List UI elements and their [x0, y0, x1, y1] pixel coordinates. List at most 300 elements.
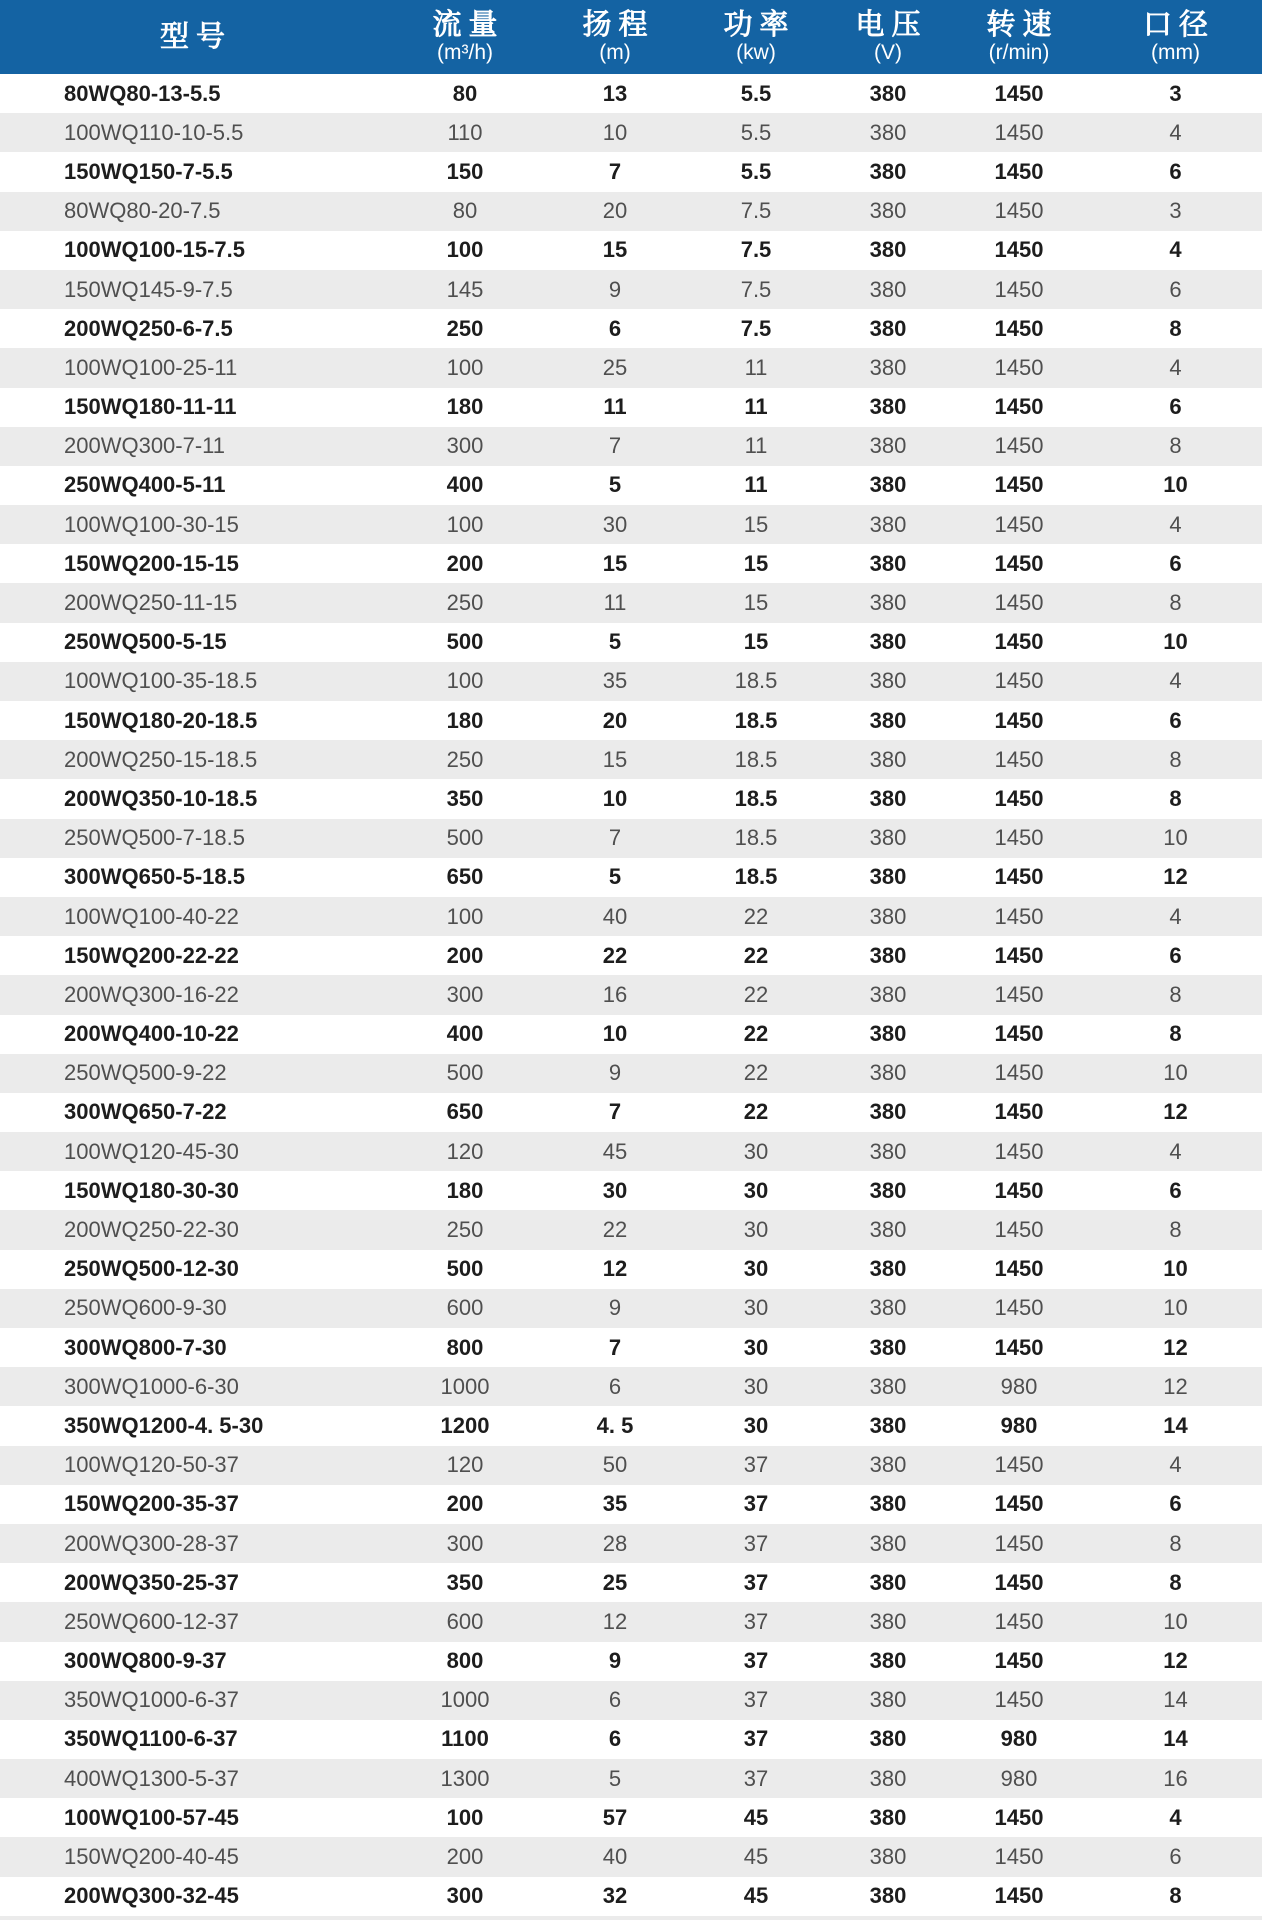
table-row [0, 858, 1262, 897]
flow-cell: 80 [452, 198, 478, 224]
column-header-voltage-label: 电压 [855, 8, 928, 41]
speed-cell: 1450 [994, 1099, 1044, 1125]
table-row [0, 466, 1262, 505]
power-cell: 22 [743, 1099, 769, 1125]
speed-cell: 1450 [994, 590, 1044, 616]
power-cell: 7.5 [740, 237, 772, 263]
model-cell: 100WQ100-30-15 [64, 511, 239, 537]
model-cell: 200WQ250-6-7.5 [64, 315, 233, 341]
bore-cell: 3 [1169, 198, 1182, 224]
power-cell: 30 [743, 1177, 769, 1203]
flow-cell: 200 [446, 942, 484, 968]
flow-cell: 200 [446, 1844, 484, 1870]
table-row [0, 1171, 1262, 1210]
flow-cell: 145 [446, 276, 484, 302]
power-cell: 18.5 [734, 707, 778, 733]
power-cell: 45 [743, 1804, 769, 1830]
flow-cell: 250 [446, 315, 484, 341]
power-cell: 11 [744, 472, 768, 498]
head-cell: 7 [608, 1099, 622, 1125]
bore-cell: 6 [1169, 550, 1182, 576]
column-header-voltage-unit: (V) [874, 41, 902, 65]
model-cell: 100WQ110-10-5.5 [64, 119, 244, 145]
table-row [0, 74, 1262, 113]
head-cell: 22 [602, 1217, 628, 1243]
column-header-bore-label: 口径 [1142, 8, 1215, 41]
flow-cell: 300 [446, 1530, 484, 1556]
voltage-cell: 380 [869, 394, 907, 420]
bore-cell: 6 [1169, 1177, 1182, 1203]
voltage-cell: 380 [869, 80, 907, 106]
power-cell: 45 [743, 1844, 769, 1870]
head-cell: 6 [608, 1373, 622, 1399]
table-row [0, 583, 1262, 622]
bore-cell: 10 [1163, 1608, 1188, 1634]
flow-cell: 200 [446, 550, 484, 576]
head-cell: 30 [602, 511, 628, 537]
voltage-cell: 380 [869, 1726, 907, 1752]
speed-cell: 1450 [994, 1687, 1044, 1713]
power-cell: 37 [743, 1608, 769, 1634]
table-row [0, 1015, 1262, 1054]
power-cell: 7.5 [740, 315, 772, 341]
voltage-cell: 380 [869, 276, 907, 302]
voltage-cell: 380 [869, 354, 907, 380]
model-cell: 250WQ500-12-30 [64, 1256, 239, 1282]
bore-cell: 4 [1169, 354, 1182, 380]
column-header-head-unit: (m) [599, 41, 631, 65]
table-row [0, 936, 1262, 975]
speed-cell: 1450 [994, 707, 1044, 733]
speed-cell: 1450 [994, 1491, 1044, 1517]
power-cell: 15 [743, 550, 769, 576]
head-cell: 20 [602, 707, 628, 733]
power-cell: 18.5 [734, 746, 778, 772]
model-cell: 250WQ600-12-37 [64, 1608, 239, 1634]
column-header-head [545, 10, 685, 64]
head-cell: 32 [602, 1883, 628, 1909]
flow-cell: 300 [446, 981, 484, 1007]
speed-cell: 1450 [994, 119, 1044, 145]
table-row [0, 1289, 1262, 1328]
model-cell: 100WQ100-57-45 [64, 1804, 239, 1830]
head-cell: 7 [608, 433, 622, 459]
head-cell: 6 [608, 315, 622, 341]
voltage-cell: 380 [869, 1804, 907, 1830]
column-header-model-label: 型号 [159, 20, 232, 53]
head-cell: 16 [602, 981, 628, 1007]
table-row [0, 427, 1262, 466]
table-row [0, 1720, 1262, 1759]
table-row [0, 1093, 1262, 1132]
voltage-cell: 380 [869, 903, 907, 929]
column-header-voltage [827, 10, 949, 64]
model-cell: 150WQ180-30-30 [64, 1177, 239, 1203]
power-cell: 22 [743, 903, 769, 929]
head-cell: 57 [602, 1804, 628, 1830]
power-cell: 11 [744, 394, 768, 420]
table-row [0, 1837, 1262, 1876]
voltage-cell: 380 [869, 1021, 907, 1047]
head-cell: 5 [608, 1765, 622, 1791]
table-row [0, 270, 1262, 309]
column-header-model [0, 22, 385, 52]
table-row [0, 1759, 1262, 1798]
bore-cell: 8 [1169, 1217, 1182, 1243]
model-cell: 200WQ350-25-37 [64, 1569, 239, 1595]
bore-cell: 6 [1169, 707, 1182, 733]
table-row [0, 1642, 1262, 1681]
model-cell: 250WQ600-9-30 [64, 1295, 227, 1321]
speed-cell: 1450 [994, 315, 1044, 341]
speed-cell: 1450 [994, 629, 1044, 655]
flow-cell: 500 [446, 629, 484, 655]
flow-cell: 800 [446, 1648, 484, 1674]
model-cell: 200WQ250-22-30 [64, 1217, 239, 1243]
speed-cell: 1450 [994, 1217, 1044, 1243]
head-cell: 5 [608, 864, 622, 890]
power-cell: 30 [743, 1217, 769, 1243]
speed-cell: 1450 [994, 1256, 1044, 1282]
bore-cell: 8 [1169, 785, 1182, 811]
table-row [0, 975, 1262, 1014]
model-cell: 300WQ650-7-22 [64, 1099, 227, 1125]
head-cell: 11 [603, 590, 627, 616]
power-cell: 30 [743, 1138, 769, 1164]
column-header-speed-unit: (r/min) [988, 41, 1050, 65]
speed-cell: 1450 [994, 981, 1044, 1007]
table-row [0, 309, 1262, 348]
flow-cell: 250 [446, 1217, 484, 1243]
speed-cell: 1450 [994, 237, 1044, 263]
power-cell: 45 [743, 1883, 769, 1909]
speed-cell: 1450 [994, 394, 1044, 420]
voltage-cell: 380 [869, 707, 907, 733]
model-cell: 100WQ100-35-18.5 [64, 668, 258, 694]
power-cell: 15 [743, 511, 769, 537]
flow-cell: 650 [446, 864, 484, 890]
table-row [0, 1485, 1262, 1524]
model-cell: 150WQ145-9-7.5 [64, 276, 233, 302]
table-row [0, 1132, 1262, 1171]
voltage-cell: 380 [869, 1765, 907, 1791]
table-row [0, 544, 1262, 583]
power-cell: 37 [743, 1648, 769, 1674]
column-header-bore [1089, 10, 1262, 64]
voltage-cell: 380 [869, 746, 907, 772]
flow-cell: 1200 [440, 1412, 490, 1438]
speed-cell: 1450 [994, 1844, 1044, 1870]
bore-cell: 8 [1169, 315, 1182, 341]
speed-cell: 1450 [994, 1295, 1044, 1321]
bore-cell: 16 [1163, 1765, 1188, 1791]
model-cell: 150WQ200-22-22 [64, 942, 239, 968]
power-cell: 18.5 [734, 864, 778, 890]
head-cell: 15 [602, 746, 628, 772]
voltage-cell: 380 [869, 785, 907, 811]
model-cell: 150WQ200-15-15 [64, 550, 239, 576]
voltage-cell: 380 [869, 1099, 907, 1125]
model-cell: 150WQ180-11-11 [64, 394, 237, 420]
power-cell: 37 [743, 1765, 769, 1791]
voltage-cell: 380 [869, 237, 907, 263]
flow-cell: 1100 [441, 1726, 489, 1752]
voltage-cell: 380 [869, 864, 907, 890]
flow-cell: 600 [446, 1608, 484, 1634]
power-cell: 5.5 [740, 119, 772, 145]
power-cell: 22 [743, 942, 769, 968]
speed-cell: 1450 [994, 668, 1044, 694]
bore-cell: 4 [1169, 903, 1182, 929]
power-cell: 7.5 [740, 276, 772, 302]
flow-cell: 120 [446, 1452, 484, 1478]
voltage-cell: 380 [869, 942, 907, 968]
column-header-speed [949, 10, 1089, 64]
head-cell: 50 [602, 1452, 628, 1478]
head-cell: 6 [608, 1687, 622, 1713]
voltage-cell: 380 [869, 668, 907, 694]
power-cell: 22 [743, 1021, 769, 1047]
column-header-power-label: 功率 [723, 8, 796, 41]
power-cell: 5.5 [740, 80, 772, 106]
model-cell: 150WQ180-20-18.5 [64, 707, 258, 733]
flow-cell: 300 [446, 433, 484, 459]
model-cell: 200WQ400-10-22 [64, 1021, 239, 1047]
flow-cell: 100 [446, 354, 484, 380]
table-header-row [0, 0, 1262, 74]
power-cell: 15 [743, 590, 769, 616]
voltage-cell: 380 [869, 1412, 907, 1438]
table-row [0, 623, 1262, 662]
table-row [0, 1681, 1262, 1720]
head-cell: 40 [602, 903, 628, 929]
model-cell: 250WQ500-9-22 [64, 1060, 227, 1086]
model-cell: 300WQ650-5-18.5 [64, 864, 245, 890]
speed-cell: 1450 [994, 1138, 1044, 1164]
model-cell: 350WQ1000-6-37 [64, 1687, 239, 1713]
voltage-cell: 380 [869, 119, 907, 145]
voltage-cell: 380 [869, 1177, 907, 1203]
flow-cell: 500 [446, 1060, 484, 1086]
flow-cell: 250 [446, 746, 484, 772]
speed-cell: 1450 [994, 1177, 1044, 1203]
bore-cell: 3 [1169, 80, 1182, 106]
voltage-cell: 380 [869, 590, 907, 616]
speed-cell: 1450 [994, 903, 1044, 929]
column-header-flow [385, 10, 545, 64]
table-row [0, 152, 1262, 191]
bore-cell: 4 [1169, 511, 1182, 537]
power-cell: 30 [743, 1373, 769, 1399]
power-cell: 7.5 [740, 198, 772, 224]
voltage-cell: 380 [869, 1844, 907, 1870]
column-header-power-unit: (kw) [736, 41, 776, 65]
table-row [0, 819, 1262, 858]
flow-cell: 100 [446, 237, 484, 263]
flow-cell: 400 [446, 472, 484, 498]
table-row [0, 113, 1262, 152]
bore-cell: 8 [1169, 1530, 1182, 1556]
power-cell: 15 [743, 629, 769, 655]
model-cell: 250WQ400-5-11 [64, 472, 226, 498]
bore-cell: 6 [1169, 942, 1182, 968]
power-cell: 37 [743, 1687, 769, 1713]
bore-cell: 4 [1169, 237, 1182, 263]
column-header-power [685, 10, 827, 64]
flow-cell: 110 [447, 119, 483, 145]
voltage-cell: 380 [869, 1648, 907, 1674]
flow-cell: 250 [446, 590, 484, 616]
table-row [0, 1877, 1262, 1916]
head-cell: 10 [602, 1021, 628, 1047]
bore-cell: 8 [1169, 1883, 1182, 1909]
head-cell: 10 [602, 785, 628, 811]
table-row [0, 231, 1262, 270]
flow-cell: 350 [446, 785, 484, 811]
model-cell: 100WQ100-40-22 [64, 903, 239, 929]
head-cell: 10 [602, 119, 628, 145]
bore-cell: 6 [1169, 1844, 1182, 1870]
power-cell: 37 [743, 1491, 769, 1517]
table-row [0, 192, 1262, 231]
head-cell: 9 [608, 1648, 622, 1674]
flow-cell: 1300 [440, 1765, 490, 1791]
bore-cell: 10 [1163, 825, 1188, 851]
column-header-flow-label: 流量 [432, 8, 505, 41]
speed-cell: 1450 [994, 1883, 1044, 1909]
column-header-head-label: 扬程 [582, 8, 655, 41]
bore-cell: 12 [1163, 864, 1188, 890]
voltage-cell: 380 [869, 825, 907, 851]
table-row [0, 1367, 1262, 1406]
table-row [0, 1602, 1262, 1641]
model-cell: 200WQ250-11-15 [64, 590, 238, 616]
flow-cell: 180 [446, 394, 484, 420]
model-cell: 350WQ1200-4. 5-30 [64, 1412, 264, 1438]
table-row [0, 1328, 1262, 1367]
column-header-flow-unit: (m³/h) [437, 41, 493, 65]
model-cell: 400WQ1300-5-37 [64, 1765, 239, 1791]
flow-cell: 80 [452, 80, 478, 106]
speed-cell: 1450 [994, 746, 1044, 772]
model-cell: 200WQ300-7-11 [64, 433, 226, 459]
speed-cell: 1450 [994, 1569, 1044, 1595]
bore-cell: 8 [1169, 746, 1182, 772]
model-cell: 150WQ150-7-5.5 [64, 158, 233, 184]
power-cell: 22 [743, 1060, 769, 1086]
flow-cell: 500 [446, 825, 484, 851]
head-cell: 28 [602, 1530, 628, 1556]
flow-cell: 1000 [440, 1687, 490, 1713]
table-row [0, 779, 1262, 818]
bore-cell: 12 [1163, 1099, 1188, 1125]
table-row [0, 505, 1262, 544]
speed-cell: 1450 [994, 825, 1044, 851]
flow-cell: 650 [446, 1099, 484, 1125]
bore-cell: 4 [1169, 119, 1182, 145]
power-cell: 37 [743, 1726, 769, 1752]
head-cell: 40 [602, 1844, 628, 1870]
table-row [0, 1446, 1262, 1485]
model-cell: 100WQ100-25-11 [64, 354, 238, 380]
bore-cell: 4 [1169, 1804, 1182, 1830]
model-cell: 150WQ200-40-45 [64, 1844, 239, 1870]
bore-cell: 12 [1163, 1648, 1188, 1674]
bore-cell: 6 [1169, 276, 1182, 302]
head-cell: 9 [608, 1060, 622, 1086]
flow-cell: 600 [446, 1295, 484, 1321]
model-cell: 100WQ120-45-30 [64, 1138, 239, 1164]
head-cell: 45 [602, 1138, 628, 1164]
voltage-cell: 380 [869, 472, 907, 498]
flow-cell: 1000 [440, 1373, 490, 1399]
table-row [0, 388, 1262, 427]
table-row [0, 1524, 1262, 1563]
speed-cell: 1450 [994, 354, 1044, 380]
speed-cell: 980 [1000, 1726, 1038, 1752]
bore-cell: 4 [1169, 668, 1182, 694]
table-row [0, 1210, 1262, 1249]
bore-cell: 8 [1169, 1021, 1182, 1047]
table-row [0, 701, 1262, 740]
head-cell: 9 [608, 1295, 622, 1321]
speed-cell: 1450 [994, 1530, 1044, 1556]
head-cell: 35 [602, 1491, 628, 1517]
voltage-cell: 380 [869, 1334, 907, 1360]
column-header-speed-label: 转速 [986, 8, 1059, 41]
head-cell: 30 [602, 1177, 628, 1203]
speed-cell: 980 [1000, 1412, 1038, 1438]
bore-cell: 14 [1163, 1412, 1188, 1438]
power-cell: 5.5 [740, 158, 772, 184]
table-row [0, 897, 1262, 936]
bore-cell: 10 [1163, 472, 1188, 498]
bore-cell: 10 [1163, 1295, 1188, 1321]
voltage-cell: 380 [869, 433, 907, 459]
speed-cell: 980 [1000, 1765, 1038, 1791]
speed-cell: 1450 [994, 1608, 1044, 1634]
speed-cell: 1450 [994, 550, 1044, 576]
model-cell: 200WQ300-16-22 [64, 981, 239, 1007]
voltage-cell: 380 [869, 1060, 907, 1086]
speed-cell: 1450 [994, 1648, 1044, 1674]
flow-cell: 100 [446, 668, 484, 694]
power-cell: 30 [743, 1412, 769, 1438]
model-cell: 250WQ500-7-18.5 [64, 825, 245, 851]
head-cell: 7 [608, 158, 622, 184]
bore-cell: 4 [1169, 1138, 1182, 1164]
voltage-cell: 380 [869, 315, 907, 341]
bore-cell: 8 [1169, 433, 1182, 459]
power-cell: 30 [743, 1295, 769, 1321]
flow-cell: 300 [446, 1883, 484, 1909]
flow-cell: 150 [446, 158, 484, 184]
table-row [0, 740, 1262, 779]
head-cell: 7 [608, 825, 622, 851]
model-cell: 300WQ800-7-30 [64, 1334, 227, 1360]
voltage-cell: 380 [869, 1138, 907, 1164]
power-cell: 18.5 [734, 825, 778, 851]
model-cell: 300WQ1000-6-30 [64, 1373, 239, 1399]
voltage-cell: 380 [869, 1217, 907, 1243]
column-header-bore-unit: (mm) [1151, 41, 1200, 65]
table-body [0, 74, 1262, 1920]
voltage-cell: 380 [869, 1256, 907, 1282]
bore-cell: 6 [1169, 394, 1182, 420]
model-cell: 100WQ100-15-7.5 [64, 237, 245, 263]
bore-cell: 14 [1163, 1726, 1188, 1752]
head-cell: 5 [608, 629, 622, 655]
